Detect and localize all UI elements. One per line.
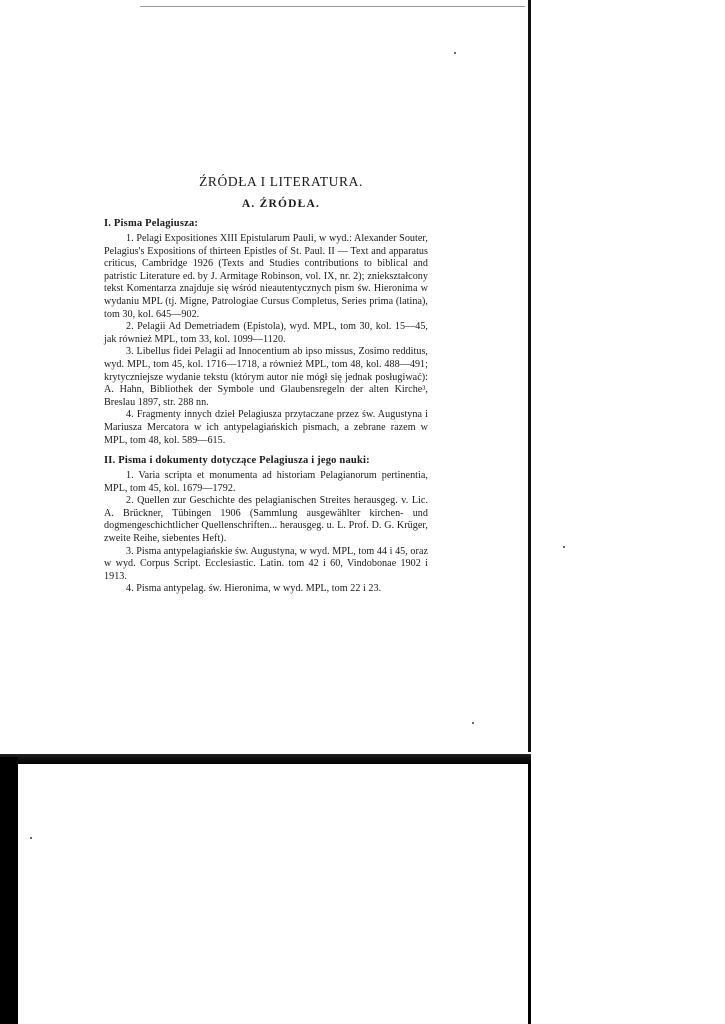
group-1-entry-3: 3. Libellus fidei Pelagii ad Innocentium ab ipso missus, Zosimo redditus, wyd. MPL, tom 45, kol. 1716—1718, a również MPL, tom 48, kol. 488—491; krytyczniejsze wydanie tekstu (którym autor nie mógł się jednak posługiwać): A. Hahn, Bibliothek der Symbole und Glaubensregeln der alten Kirche³, Breslau 1897, str. 288 nn. — [104, 346, 428, 408]
scan-edge-right-lower — [528, 762, 531, 1024]
scan-speck — [472, 722, 474, 724]
scan-speck — [454, 52, 456, 54]
bibliography-text — [104, 174, 428, 596]
scan-edge-bottom — [0, 752, 531, 764]
group-2-entry-2: 2. Quellen zur Geschichte des pelagianischen Streites herausgeg. v. Lic. A. Brückner, Tübingen 1906 (Sammlung ausgewählter kirchen- und dogmengeschichtlicher Quellenschriften... herausgeg. u. L. Prof. D. G. Krüger, zweite Reihe, siebentes Heft). — [104, 495, 428, 545]
scan-speck — [30, 837, 32, 839]
scan-speck — [563, 546, 565, 548]
group-2-entry-4: 4. Pisma antypelag. św. Hieronima, w wyd. MPL, tom 22 i 23. — [126, 583, 382, 595]
page-title: ŹRÓDŁA I LITERATURA. — [199, 174, 363, 189]
group-1-entry-1: 1. Pelagi Expositiones XIII Epistularum Pauli, w wyd.: Alexander Souter, Pelagius's Expositions of thirteen Epistles of St. Paul. II — Text and apparatus criticus, Cambridge 1926 (Texts and Studies contributions to biblical and patristic Literature ed. by J. Armitage Robinson, vol. IX, nr. 2); zniekształcony tekst Komentarza znajduje się wśród nieautentycznych pism św. Hieronima w wydaniu MPL (tj. Migne, Patrologiae Cursus Completus, Series prima (latina), tom 30, kol. 645—902. — [104, 233, 428, 320]
group-2-heading: II. Pisma i dokumenty dotyczące Pelagiusza i jego nauki: — [104, 455, 370, 467]
group-2-entry-1: 1. Varia scripta et monumenta ad historiam Pelagianorum pertinentia, MPL, tom 45, kol. 1679—1792. — [104, 470, 428, 494]
group-1-entry-4: 4. Fragmenty innych dzieł Pelagiusza przytaczane przez św. Augustyna i Mariusza Mercatora w ich antypelagiańskich pismach, a zebrane razem w MPL, tom 48, kol. 589—615. — [104, 409, 428, 446]
section-a-title: A. ŹRÓDŁA. — [241, 198, 321, 210]
scan-edge-top — [140, 6, 525, 7]
scan-edge-bottom-left — [0, 757, 18, 1024]
group-2-entry-3: 3. Pisma antypelagiańskie św. Augustyna, w wyd. MPL, tom 44 i 45, oraz w wyd. Corpus Script. Ecclesiastic. Latin. tom 42 i 60, Vindobonae 1902 i 1913. — [104, 545, 428, 582]
scan-edge-right — [528, 0, 531, 762]
group-1-heading: I. Pisma Pelagiusza: — [104, 218, 199, 229]
group-1-entry-2: 2. Pelagii Ad Demetriadem (Epistola), wyd. MPL, tom 30, kol. 15—45, jak również MPL, tom 33, kol. 1099—1120. — [104, 321, 428, 345]
